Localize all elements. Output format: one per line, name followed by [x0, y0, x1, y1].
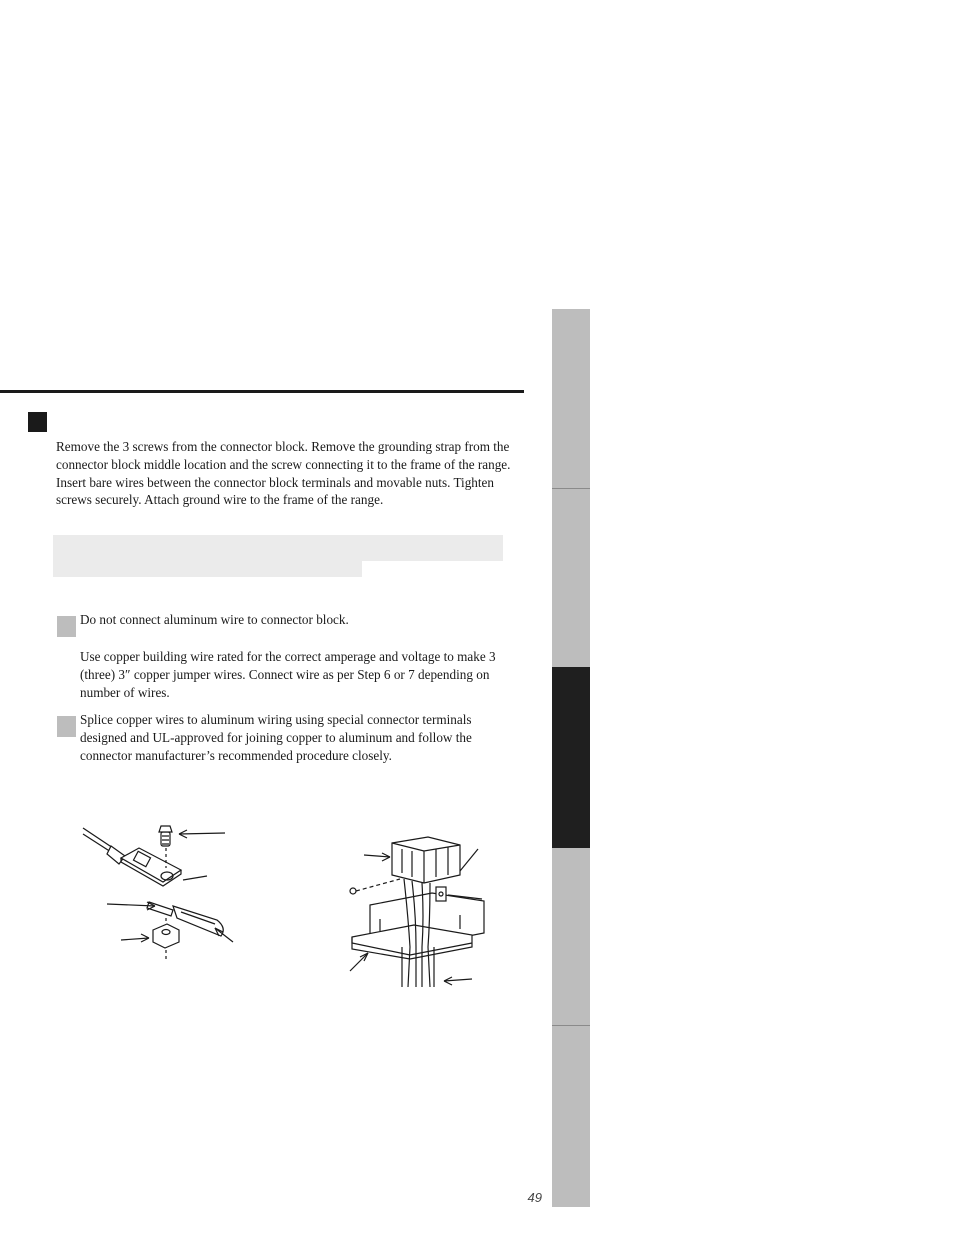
note-marker-box [57, 716, 76, 737]
section-tab-2[interactable] [552, 489, 590, 667]
section-tab-1[interactable] [552, 309, 590, 489]
step-instruction-text: Remove the 3 screws from the connector block. Remove the grounding strap from the connector block middle location and the screw connecting it to the frame of the range. Insert bare wires between the connector block terminals and movable nuts. Tighten screws securely. Attach ground wire to the frame of the range. [56, 439, 511, 508]
note-marker-box [57, 616, 76, 637]
shaded-note-band-top [53, 535, 503, 561]
step-marker-square [28, 412, 47, 432]
note-splice-instructions: Splice copper wires to aluminum wiring using special connector terminals designed and UL-approved for joining copper to aluminum and follow the connector manufacturer’s recommended procedure closely. [80, 712, 472, 763]
note-aluminum-warning: Do not connect aluminum wire to connector block. [80, 612, 349, 627]
section-divider-rule [0, 390, 524, 393]
page-number: 49 [527, 1190, 542, 1205]
section-tab-strip [552, 309, 590, 1207]
terminal-assembly-illustration [75, 820, 245, 965]
connector-block-bracket-illustration [340, 835, 490, 995]
section-tab-4[interactable] [552, 848, 590, 1026]
section-tab-3-active[interactable] [552, 667, 590, 848]
shaded-note-band-bottom [53, 561, 362, 577]
note-copper-jumper: Use copper building wire rated for the correct amperage and voltage to make 3 (three) 3″ copper jumper wires. Connect wire as per Step 6 or 7 depending on number of wires. [80, 649, 496, 700]
section-tab-5[interactable] [552, 1026, 590, 1207]
